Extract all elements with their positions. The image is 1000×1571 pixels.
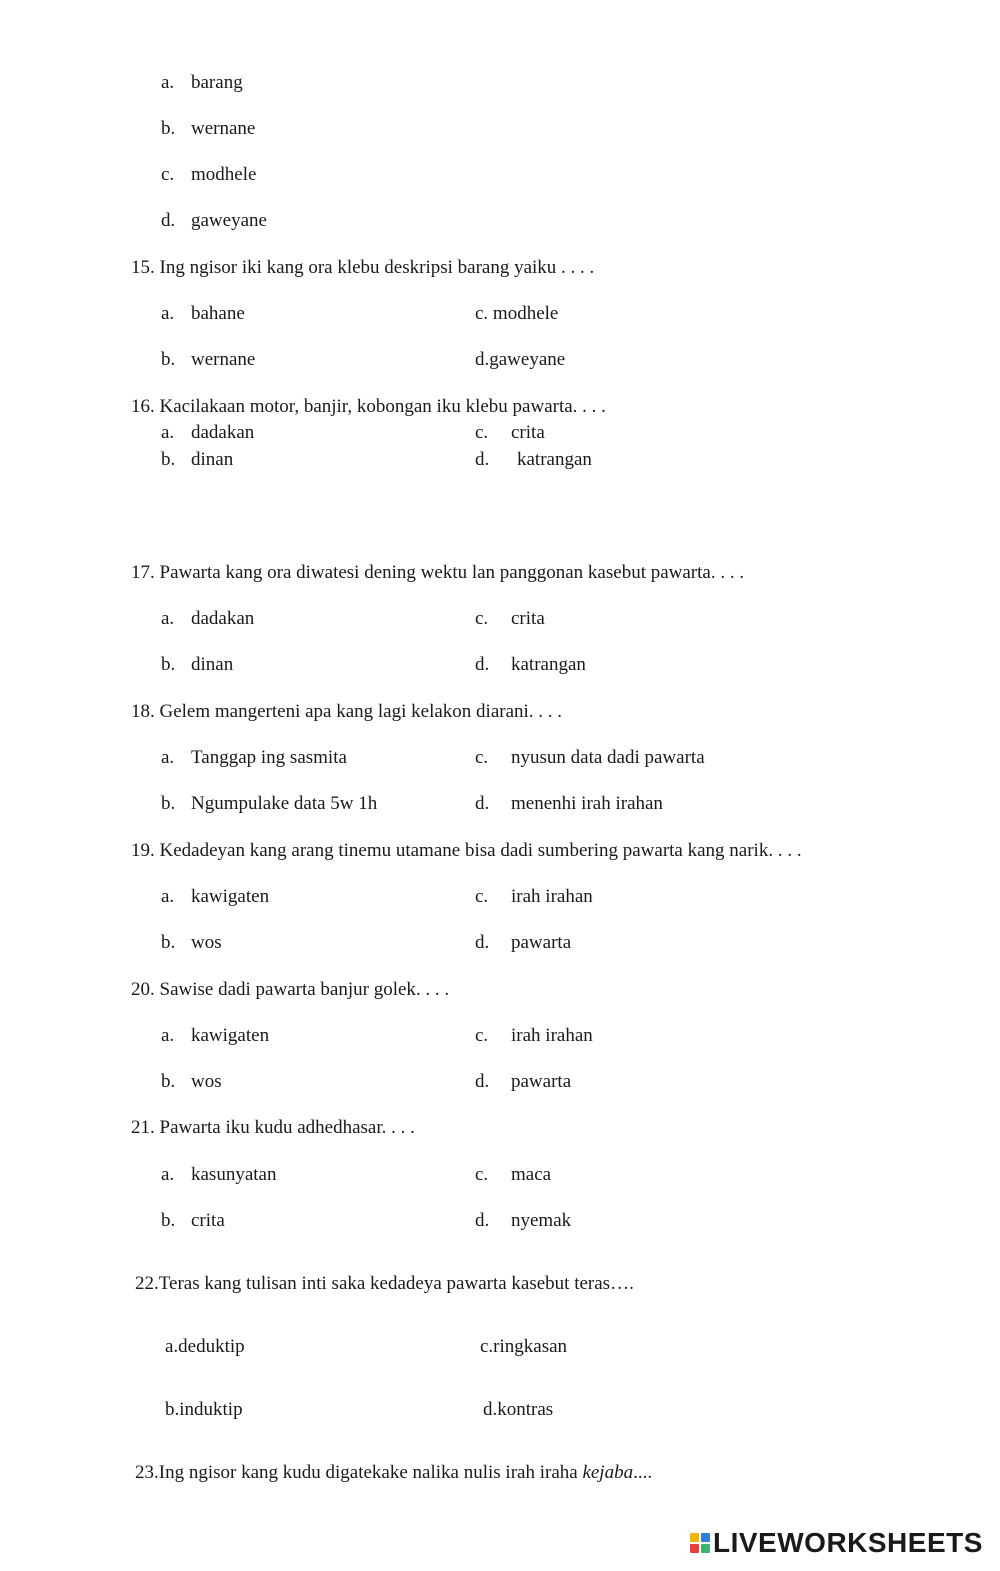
q16-option-b-marker: b. [161,449,176,470]
q22-question: 22.Teras kang tulisan inti saka kedadeya pawarta kasebut teras…. [135,1273,634,1294]
q19-option-d: pawarta [511,932,572,953]
q14-option-b: wernane [191,118,256,139]
q15-option-d: d.gaweyane [475,349,566,370]
q14-option-d: gaweyane [191,210,267,231]
q16-option-c-marker: c. [475,422,489,443]
q17-option-c-marker: c. [475,608,489,629]
q17-question: 17. Pawarta kang ora diwatesi dening wektu lan panggonan kasebut pawarta. . . . [131,562,745,583]
q18-option-d-marker: d. [475,793,490,814]
q14-option-d-marker: d. [161,210,176,231]
q21-option-d-marker: d. [475,1210,490,1231]
q23-question-italic: kejaba [582,1462,634,1483]
q22-option-c: c.ringkasan [480,1336,568,1357]
q19-option-c-marker: c. [475,886,489,907]
q14-option-c-marker: c. [161,164,175,185]
q21-option-a-marker: a. [161,1164,175,1185]
q18-option-a-marker: a. [161,747,175,768]
q22-option-b: b.induktip [165,1399,243,1420]
q19-option-a: kawigaten [191,886,270,907]
q17-option-b-marker: b. [161,654,176,675]
q18-option-d: menenhi irah irahan [511,793,663,814]
logo-square-3 [690,1544,699,1553]
q14-option-a: barang [191,72,243,93]
q14-option-a-marker: a. [161,72,175,93]
q20-option-a-marker: a. [161,1025,175,1046]
q18-option-b: Ngumpulake data 5w 1h [191,793,378,814]
q16-option-d-marker: d. [475,449,490,470]
q16-option-d: katrangan [517,449,592,470]
q15-question: 15. Ing ngisor iki kang ora klebu deskripsi barang yaiku . . . . [131,257,595,278]
q23-question-suffix: .... [633,1462,653,1483]
q17-option-a: dadakan [191,608,255,629]
q20-option-c: irah irahan [511,1025,593,1046]
q15-option-b: wernane [191,349,256,370]
q20-option-c-marker: c. [475,1025,489,1046]
q20-option-b-marker: b. [161,1071,176,1092]
q20-option-d: pawarta [511,1071,572,1092]
q21-option-c: maca [511,1164,552,1185]
q20-option-d-marker: d. [475,1071,490,1092]
q21-option-c-marker: c. [475,1164,489,1185]
q20-option-a: kawigaten [191,1025,270,1046]
logo-square-1 [690,1533,699,1542]
q17-option-b: dinan [191,654,234,675]
q16-question: 16. Kacilakaan motor, banjir, kobongan iku klebu pawarta. . . . [131,396,606,417]
liveworksheets-logo [690,1528,983,1558]
q15-option-c: c. modhele [475,303,559,324]
q15-option-a-marker: a. [161,303,175,324]
q18-option-c-marker: c. [475,747,489,768]
q16-option-c: crita [511,422,545,443]
q17-option-c: crita [511,608,545,629]
q18-option-a: Tanggap ing sasmita [191,747,347,768]
q19-option-b: wos [191,932,222,953]
q22-option-d: d.kontras [483,1399,554,1420]
q16-option-b: dinan [191,449,234,470]
q17-option-d: katrangan [511,654,586,675]
q16-option-a-marker: a. [161,422,175,443]
q22-option-a: a.deduktip [165,1336,245,1357]
q16-option-a: dadakan [191,422,255,443]
q14-option-c: modhele [191,164,257,185]
q18-option-b-marker: b. [161,793,176,814]
q19-option-b-marker: b. [161,932,176,953]
logo-square-4 [701,1544,710,1553]
q14-option-b-marker: b. [161,118,176,139]
q19-option-d-marker: d. [475,932,490,953]
q23-question [135,1462,652,1484]
logo-square-2 [701,1533,710,1542]
q17-option-a-marker: a. [161,608,175,629]
q21-question: 21. Pawarta iku kudu adhedhasar. . . . [131,1117,415,1138]
q17-option-d-marker: d. [475,654,490,675]
q23-question-text: 23.Ing ngisor kang kudu digatekake nalika nulis irah iraha [135,1462,583,1483]
q21-option-d: nyemak [511,1210,572,1231]
q19-option-a-marker: a. [161,886,175,907]
q15-option-b-marker: b. [161,349,176,370]
q21-option-a: kasunyatan [191,1164,277,1185]
q18-question: 18. Gelem mangerteni apa kang lagi kelakon diarani. . . . [131,701,563,722]
q21-option-b: crita [191,1210,225,1231]
liveworksheets-logo-icon [690,1533,710,1553]
q19-question: 19. Kedadeyan kang arang tinemu utamane bisa dadi sumbering pawarta kang narik. . . . [131,840,802,861]
liveworksheets-logo-text: LIVEWORKSHEETS [713,1527,983,1558]
q20-option-b: wos [191,1071,222,1092]
q18-option-c: nyusun data dadi pawarta [511,747,705,768]
q19-option-c: irah irahan [511,886,593,907]
q20-question: 20. Sawise dadi pawarta banjur golek. . . . [131,979,450,1000]
q15-option-a: bahane [191,303,245,324]
q21-option-b-marker: b. [161,1210,176,1231]
